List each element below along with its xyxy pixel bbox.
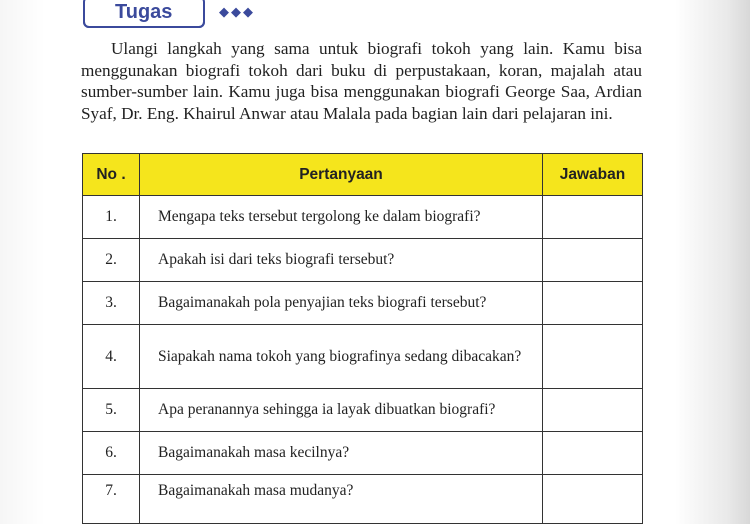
row-question: Apakah isi dari teks biografi tersebut?	[140, 239, 543, 282]
table-row	[83, 325, 643, 389]
answer-cell[interactable]	[543, 325, 643, 389]
instruction-paragraph	[81, 38, 642, 124]
header-question: Pertanyaan	[140, 154, 543, 196]
row-number: 6.	[83, 432, 140, 475]
table-row	[83, 475, 643, 524]
row-question: Siapakah nama tokoh yang biografinya sedang dibacakan?	[140, 325, 543, 389]
row-question: Bagaimanakah masa kecilnya?	[140, 432, 543, 475]
row-question: Bagaimanakah masa mudanya?	[140, 475, 543, 524]
header-answer: Jawaban	[543, 154, 643, 196]
table-row	[83, 196, 643, 239]
row-question: Bagaimanakah pola penyajian teks biografi tersebut?	[140, 282, 543, 325]
answer-cell[interactable]	[543, 196, 643, 239]
table-header-row	[83, 154, 643, 196]
instruction-text: Ulangi langkah yang sama untuk biografi tokoh yang lain. Kamu bisa menggunakan biografi tokoh dari buku di perpustakaan, koran, majalah atau sumber-sumber lain. Kamu juga bisa menggunakan biografi George Saa, Ardian Syaf, Dr. Eng. Khairul Anwar atau Malala pada bagian lain dari pelajaran ini.	[81, 39, 642, 123]
table-row	[83, 239, 643, 282]
answer-cell[interactable]	[543, 239, 643, 282]
table-row	[83, 282, 643, 325]
answer-cell[interactable]	[543, 282, 643, 325]
answer-cell[interactable]	[543, 432, 643, 475]
row-number: 4.	[83, 325, 140, 389]
row-number: 5.	[83, 389, 140, 432]
row-number: 3.	[83, 282, 140, 325]
tugas-title: Tugas	[115, 1, 173, 23]
row-number: 2.	[83, 239, 140, 282]
table-row	[83, 389, 643, 432]
row-number: 7.	[83, 475, 140, 524]
answer-cell[interactable]	[543, 389, 643, 432]
row-number: 1.	[83, 196, 140, 239]
header-no: No .	[83, 154, 140, 196]
table-row	[83, 432, 643, 475]
row-question: Apa peranannya sehingga ia layak dibuatkan biografi?	[140, 389, 543, 432]
tugas-header-box	[83, 0, 205, 28]
row-question: Mengapa teks tersebut tergolong ke dalam biografi?	[140, 196, 543, 239]
question-table	[82, 153, 643, 524]
diamond-ornament-icon: ◆◆◆	[219, 5, 255, 20]
answer-cell[interactable]	[543, 475, 643, 524]
